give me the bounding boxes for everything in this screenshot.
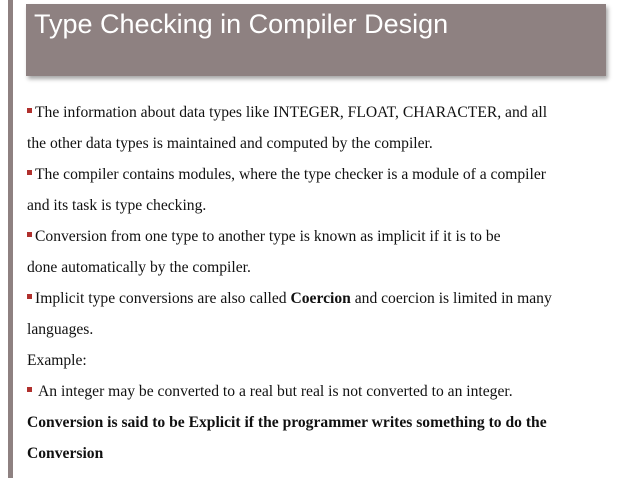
bullet-4-line-2	[27, 314, 627, 345]
bullet-4-text-after: and coercion is limited in many	[350, 290, 552, 307]
bullet-4-text-before: Implicit type conversions are also called	[35, 290, 291, 307]
square-bullet-icon	[27, 232, 32, 237]
explicit-line-2	[27, 438, 627, 469]
bullet-1-text-2: the other data types is maintained and computed by the compiler.	[27, 135, 433, 152]
example-label-line	[27, 345, 627, 376]
bullet-2-text-2: and its task is type checking.	[27, 197, 207, 214]
bullet-2-line-2	[27, 190, 627, 221]
slide-content	[27, 97, 627, 469]
bullet-4-text-2: languages.	[27, 321, 94, 338]
slide-title: Type Checking in Compiler Design	[34, 9, 449, 39]
square-bullet-icon	[27, 387, 32, 392]
coercion-term: Coercion	[290, 290, 351, 307]
bullet-3-line-1	[27, 221, 627, 252]
square-bullet-icon	[27, 170, 32, 175]
bullet-3-text-1: Conversion from one type to another type is known as implicit if it is to be	[35, 228, 501, 245]
bullet-3-line-2	[27, 252, 627, 283]
bullet-4-line-1	[27, 283, 627, 314]
bullet-1-text-1: The information about data types like INTEGER, FLOAT, CHARACTER, and all	[35, 104, 548, 121]
example-item-text: An integer may be converted to a real but real is not converted to an integer.	[35, 383, 513, 400]
bullet-3-text-2: done automatically by the compiler.	[27, 259, 251, 276]
bullet-2-text-1: The compiler contains modules, where the type checker is a module of a compiler	[35, 166, 546, 183]
bullet-2-line-1	[27, 159, 627, 190]
bullet-1-line-2	[27, 128, 627, 159]
bullet-1-line-1	[27, 97, 627, 128]
explicit-text-1: Conversion is said to be Explicit if the programmer writes something to do the	[27, 414, 547, 431]
square-bullet-icon	[27, 294, 32, 299]
example-item-line	[27, 376, 627, 407]
slide-left-border	[8, 0, 13, 478]
title-bar	[26, 4, 606, 76]
explicit-line-1	[27, 407, 627, 438]
example-label: Example:	[27, 352, 87, 369]
square-bullet-icon	[27, 108, 32, 113]
explicit-text-2: Conversion	[27, 445, 104, 462]
